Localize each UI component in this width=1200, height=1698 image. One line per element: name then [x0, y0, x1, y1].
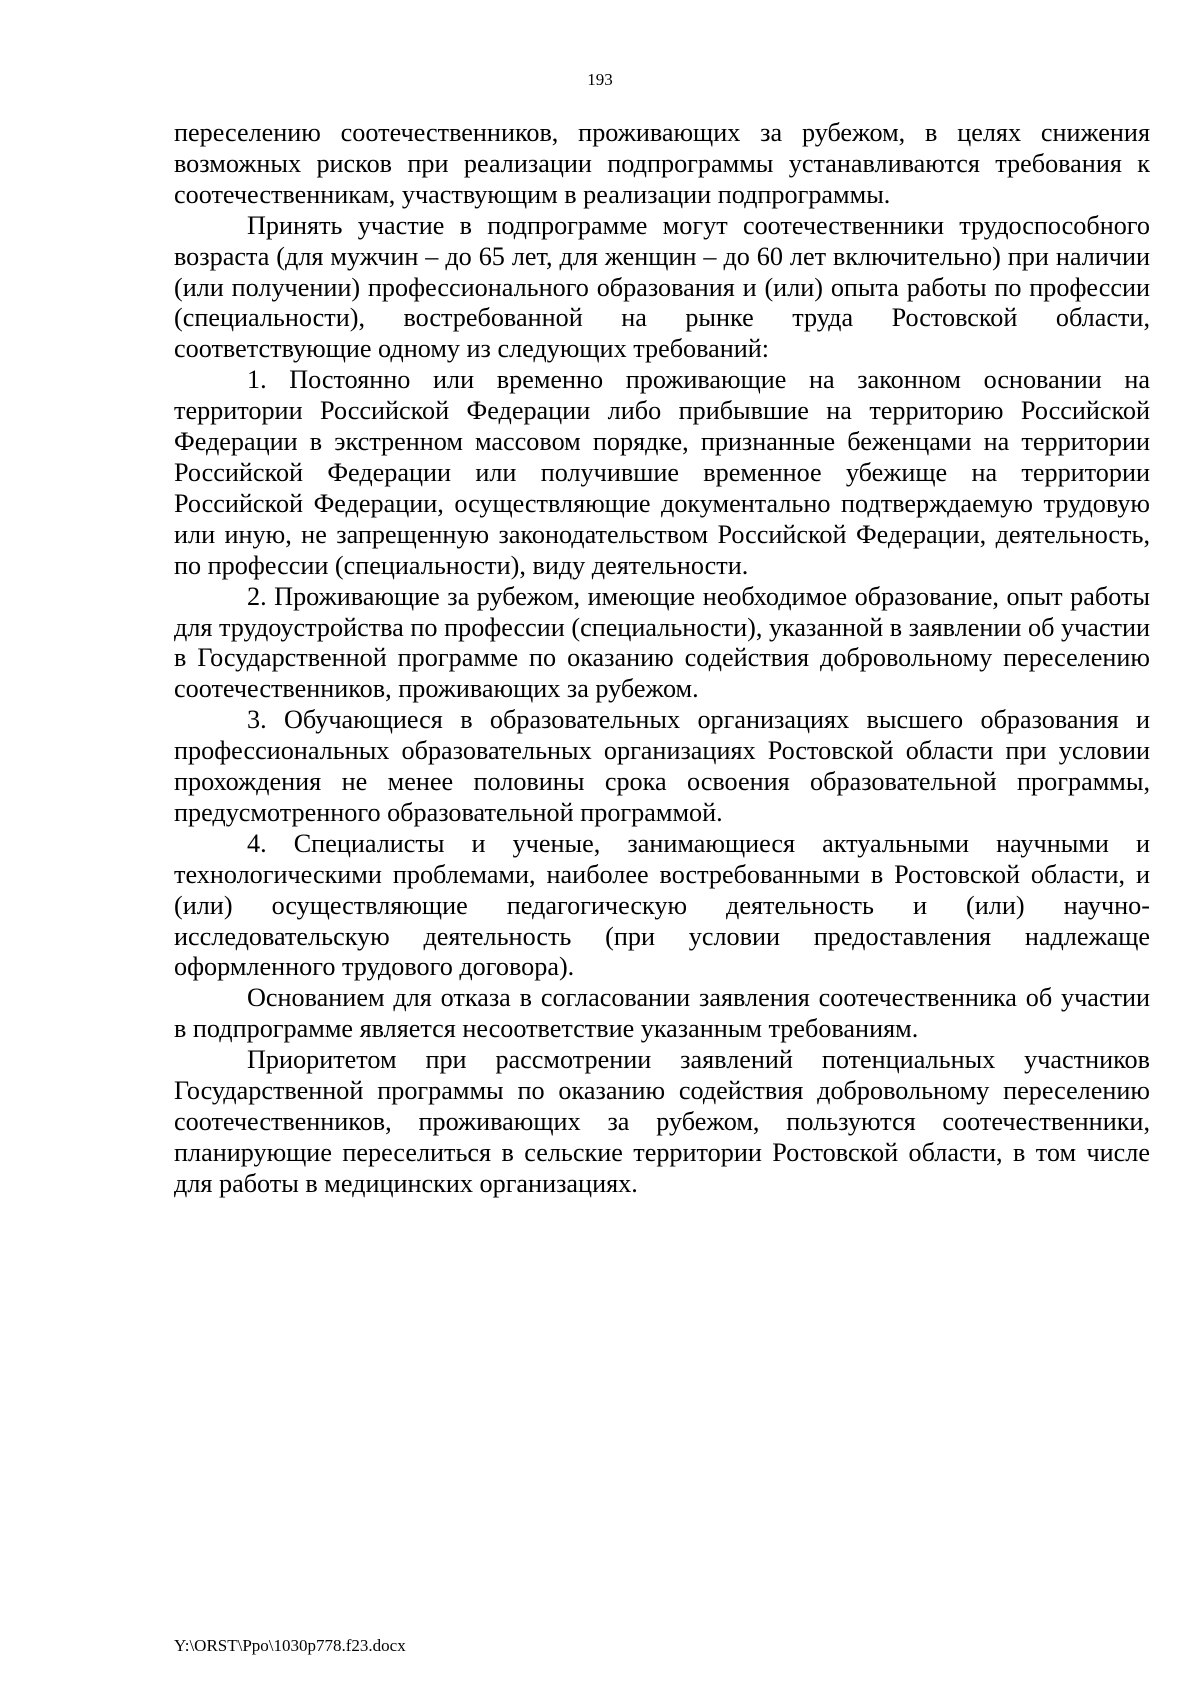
paragraph-requirement-4: 4. Специалисты и ученые, занимающиеся актуальными научными и технологическими проблемами, наиболее востребованными в Ростовской области, и (или) осуществляющие педагогическую деятельность и (или) научно-исследовательскую деятельность (при условии предоставления надлежаще оформленного трудового договора). [174, 828, 1150, 982]
paragraph-requirement-1: 1. Постоянно или временно проживающие на законном основании на территории Российской Федерации либо прибывшие на территорию Российской Федерации в экстренном массовом порядке, признанные беженцами на территории Российской Федерации или получившие временное убежище на территории Российской Федерации, осуществляющие документально подтверждаемую трудовую или иную, не запрещенную законодательством Российской Федерации, деятельность, по профессии (специальности), виду деятельности. [174, 365, 1150, 580]
document-body [174, 118, 1150, 1200]
paragraph-continuation: переселению соотечественников, проживающих за рубежом, в целях снижения возможных рисков при реализации подпрограммы устанавливаются требования к соотечественникам, участвующим в реализации подпрограммы. [174, 118, 1150, 209]
footer-file-path: Y:\ORST\Ppo\1030p778.f23.docx [174, 1636, 406, 1655]
page-number: 193 [587, 70, 613, 89]
paragraph-priority: Приоритетом при рассмотрении заявлений потенциальных участников Государственной программы по оказанию содействия добровольному переселению соотечественников, проживающих за рубежом, пользуются соотечественники, планирующие переселиться в сельские территории Ростовской области, в том числе для работы в медицинских организациях. [174, 1045, 1150, 1198]
paragraph-requirement-2: 2. Проживающие за рубежом, имеющие необходимое образование, опыт работы для трудоустройства по профессии (специальности), указанной в заявлении об участии в Государственной программе по оказанию содействия добровольному переселению соотечественников, проживающих за рубежом. [174, 581, 1150, 704]
paragraph-refusal-grounds: Основанием для отказа в согласовании заявления соотечественника об участии в подпрограмме является несоответствие указанным требованиям. [174, 983, 1150, 1044]
paragraph-requirement-3: 3. Обучающиеся в образовательных организациях высшего образования и профессиональных образовательных организациях Ростовской области при условии прохождения не менее половины срока освоения образовательной программы, предусмотренного образовательной программой. [174, 705, 1150, 827]
paragraph-eligibility: Принять участие в подпрограмме могут соотечественники трудоспособного возраста (для мужчин – до 65 лет, для женщин – до 60 лет включительно) при наличии (или получении) профессионального образования и (или) опыта работы по профессии (специальности), востребованной на рынке труда Ростовской области, соответствующие одному из следующих требований: [174, 210, 1150, 364]
